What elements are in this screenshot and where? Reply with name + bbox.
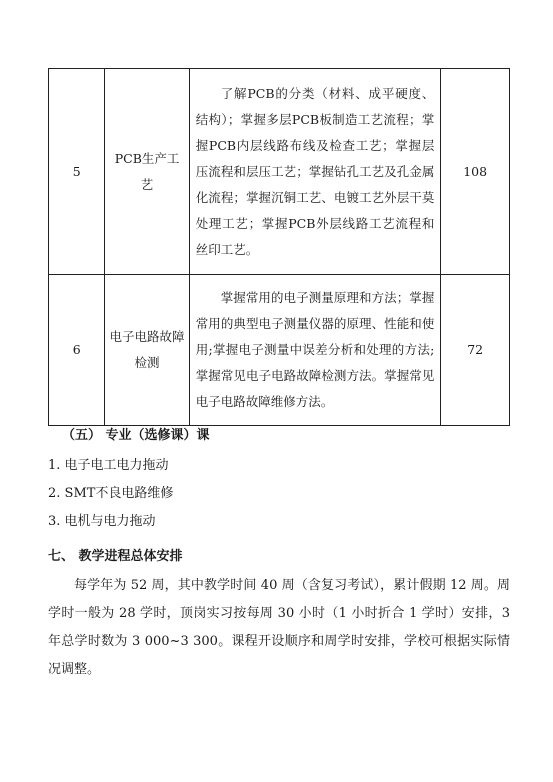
course-table [48, 68, 510, 426]
course-description-text: 了解PCB的分类（材料、成平硬度、结构）；掌握多层PCB板制造工艺流程；掌握PCB内层线路布线及检查工艺；掌握层压流程和层压工艺；掌握钻孔工艺及孔金属化流程；掌握沉铜工艺、电镀工艺外层干莫处理工艺；掌握PCB外层线路工艺流程和丝印工艺。 [195, 85, 435, 257]
course-hours: 108 [441, 69, 510, 275]
course-description [189, 69, 441, 275]
list-item: 3. 电机与电力拖动 [48, 514, 156, 529]
table-row [49, 275, 510, 426]
course-description [189, 275, 441, 426]
list-item: 1. 电子电工电力拖动 [48, 458, 169, 473]
schedule-paragraph: 每学年为 52 周，其中教学时间 40 周（含复习考试），累计假期 12 周。周学时一般为 28 学时，顶岗实习按每周 30 小时（1 小时折合 1 学时）安排，3 年总学时数为 3 000~3 300。课程开设顺序和周学时安排，学校可根据实际情况调整。 [48, 578, 510, 677]
course-hours: 72 [441, 275, 510, 426]
section-heading-electives: （五） 专业（选修课）课 [62, 428, 210, 443]
course-description-text: 掌握常用的电子测量原理和方法；掌握常用的典型电子测量仪器的原理、性能和使用;掌握电子测量中误差分析和处理的方法;掌握常见电子电路故障检测方法。掌握常见电子电路故障维修方法。 [195, 290, 435, 409]
course-name: PCB生产工艺 [105, 69, 189, 275]
section-heading-schedule: 七、 教学进程总体安排 [48, 549, 183, 564]
course-name: 电子电路故障检测 [105, 275, 189, 426]
table-row [49, 69, 510, 275]
list-item: 2. SMT不良电路维修 [48, 486, 174, 501]
course-number: 6 [49, 275, 105, 426]
course-number: 5 [49, 69, 105, 275]
